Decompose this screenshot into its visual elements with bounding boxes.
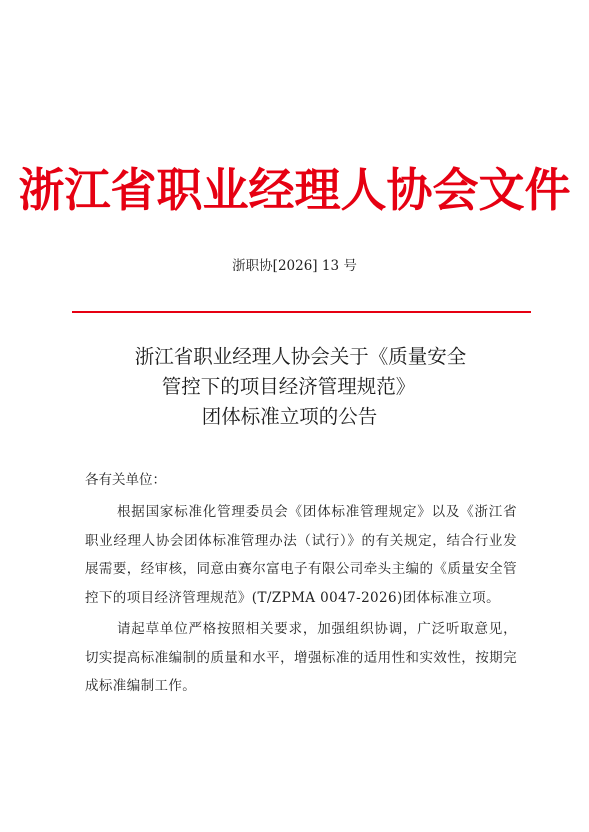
title-line-3: 团体标准立项的公告 <box>201 405 378 428</box>
body-paragraph-1: 根据国家标准化管理委员会《团体标准管理规定》以及《浙江省职业经理人协会团体标准管理办法（试行）》的有关规定，结合行业发展需要，经审核，同意由赛尔富电子有限公司牵头主编的《质量安全管控下的项目经济管理规范》(T/ZPMA 0047-2026)团体标准立项。 <box>85 504 517 606</box>
red-divider-line <box>72 311 531 313</box>
document-number: 浙职协[2026] 13 号 <box>232 258 357 274</box>
announcement-title <box>0 342 589 432</box>
title-line-1: 浙江省职业经理人协会关于《质量安全 <box>134 345 467 368</box>
body-paragraph-2: 请起草单位严格按照相关要求，加强组织协调，广泛听取意见，切实提高标准编制的质量和水平，增强标准的适用性和实效性，按期完成标准编制工作。 <box>85 621 517 694</box>
document-body <box>85 468 517 701</box>
salutation: 各有关单位： <box>85 472 166 488</box>
masthead-title: 浙江省职业经理人协会文件 <box>18 163 571 217</box>
title-line-2: 管控下的项目经济管理规范》 <box>161 375 416 398</box>
